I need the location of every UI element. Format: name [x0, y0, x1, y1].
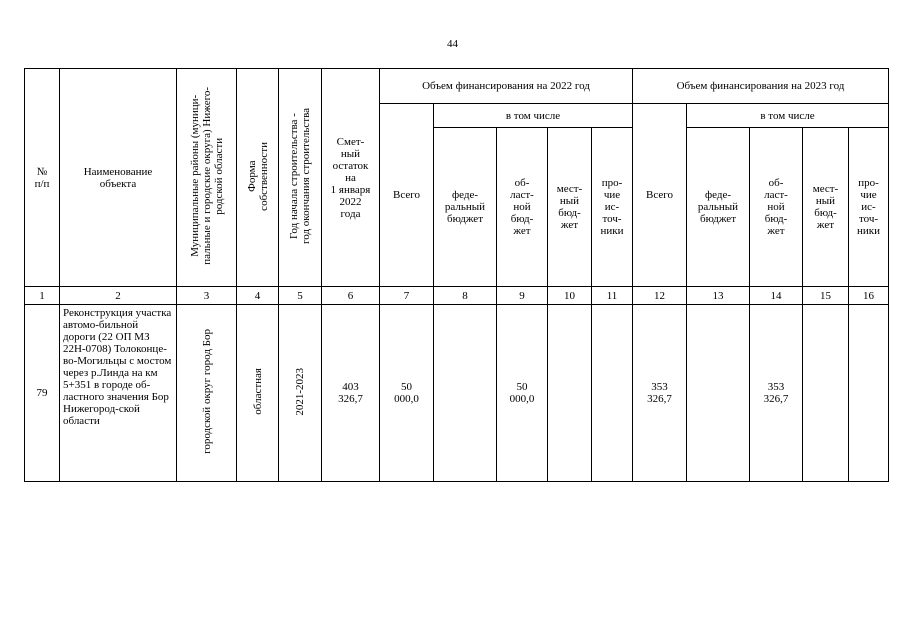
header-ownership: Форма собственности	[237, 69, 279, 287]
header-other-2022: про- чие ис- точ- ники	[592, 128, 633, 287]
header-row-1	[25, 69, 889, 104]
years-cell: 2021-2023	[279, 305, 322, 482]
header-regional-2022: об- ласт- ной бюд- жет	[497, 128, 548, 287]
header-name: Наименование объекта	[60, 69, 177, 287]
ownership-cell: областная	[237, 305, 279, 482]
header-regional-2023: об- ласт- ной бюд- жет	[750, 128, 803, 287]
column-number: 4	[237, 287, 279, 305]
column-number: 16	[849, 287, 889, 305]
column-number: 11	[592, 287, 633, 305]
column-number: 6	[322, 287, 380, 305]
local-2023-cell	[803, 305, 849, 482]
column-number: 8	[434, 287, 497, 305]
header-local-2022: мест- ный бюд- жет	[548, 128, 592, 287]
federal-2022-cell	[434, 305, 497, 482]
other-2023-cell	[849, 305, 889, 482]
header-fin-2023: Объем финансирования на 2023 год	[633, 69, 889, 104]
regional-2022-cell: 50 000,0	[497, 305, 548, 482]
header-district: Муниципальные районы (муници- пальные и городские округа) Нижего- родской области	[177, 69, 237, 287]
column-number: 3	[177, 287, 237, 305]
header-local-2023: мест- ный бюд- жет	[803, 128, 849, 287]
remainder-cell: 403 326,7	[322, 305, 380, 482]
regional-2023-cell: 353 326,7	[750, 305, 803, 482]
column-number: 5	[279, 287, 322, 305]
other-2022-cell	[592, 305, 633, 482]
header-years: Год начала строительства - год окончания строительства	[279, 69, 322, 287]
column-number: 14	[750, 287, 803, 305]
column-number: 13	[687, 287, 750, 305]
header-other-2023: про- чие ис- точ- ники	[849, 128, 889, 287]
header-total-2023: Всего	[633, 104, 687, 287]
page-number: 44	[447, 38, 458, 50]
column-number: 10	[548, 287, 592, 305]
row-number: 79	[25, 305, 60, 482]
header-total-2022: Всего	[380, 104, 434, 287]
header-remainder: Смет- ный остаток на 1 января 2022 года	[322, 69, 380, 287]
header-including-2023: в том числе	[687, 104, 889, 128]
financing-table	[24, 68, 889, 482]
column-number: 9	[497, 287, 548, 305]
federal-2023-cell	[687, 305, 750, 482]
header-federal-2022: феде- ральный бюджет	[434, 128, 497, 287]
district-cell: городской округ город Бор	[177, 305, 237, 482]
total-2023-cell: 353 326,7	[633, 305, 687, 482]
column-number: 2	[60, 287, 177, 305]
header-federal-2023: феде- ральный бюджет	[687, 128, 750, 287]
table-row	[25, 305, 889, 482]
column-number: 12	[633, 287, 687, 305]
column-number: 1	[25, 287, 60, 305]
header-including-2022: в том числе	[434, 104, 633, 128]
column-number-row	[25, 287, 889, 305]
local-2022-cell	[548, 305, 592, 482]
object-name: Реконструкция участка автомо-бильной дороги (22 ОП МЗ 22Н-0708) Толоконце-во-Могильцы с мостом через р.Линда на км 5+351 в городе об-ластного значения Бор Нижегород-ской области	[60, 305, 177, 482]
column-number: 15	[803, 287, 849, 305]
header-no: № п/п	[25, 69, 60, 287]
total-2022-cell: 50 000,0	[380, 305, 434, 482]
header-fin-2022: Объем финансирования на 2022 год	[380, 69, 633, 104]
column-number: 7	[380, 287, 434, 305]
